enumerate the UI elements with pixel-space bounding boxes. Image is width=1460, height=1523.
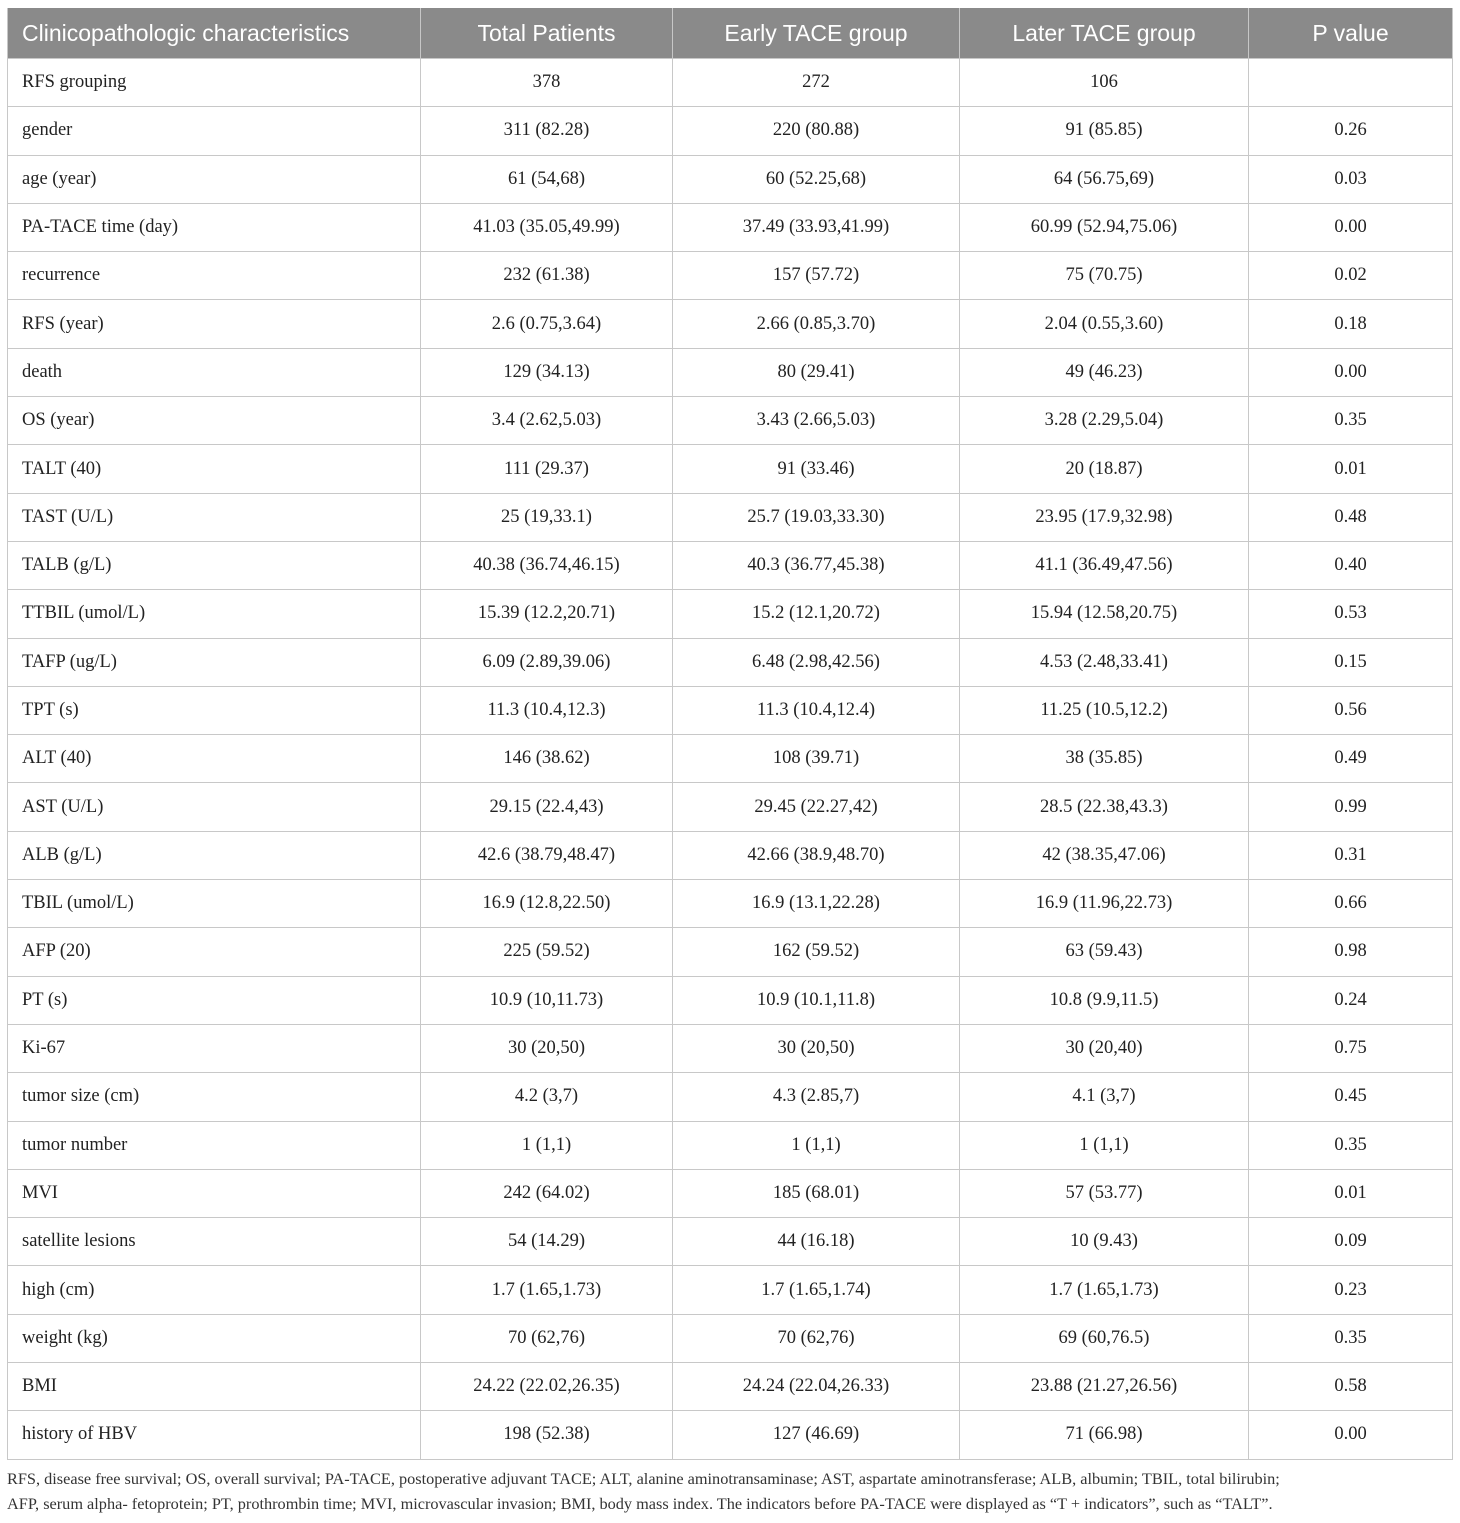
table-container (7, 8, 1452, 1460)
cell-total-patients: 3.4 (2.62,5.03) (421, 397, 673, 445)
table-row (8, 1024, 1453, 1072)
cell-later-tace: 41.1 (36.49,47.56) (960, 541, 1249, 589)
cell-early-tace: 80 (29.41) (673, 348, 960, 396)
cell-later-tace: 23.95 (17.9,32.98) (960, 493, 1249, 541)
cell-later-tace: 23.88 (21.27,26.56) (960, 1363, 1249, 1411)
cell-early-tace: 157 (57.72) (673, 252, 960, 300)
cell-characteristic: AST (U/L) (8, 783, 421, 831)
cell-total-patients: 16.9 (12.8,22.50) (421, 880, 673, 928)
cell-characteristic: PT (s) (8, 976, 421, 1024)
cell-characteristic: BMI (8, 1363, 421, 1411)
cell-p-value: 0.99 (1249, 783, 1453, 831)
cell-later-tace: 2.04 (0.55,3.60) (960, 300, 1249, 348)
table-row (8, 59, 1453, 107)
cell-p-value: 0.15 (1249, 638, 1453, 686)
cell-p-value: 0.00 (1249, 1411, 1453, 1459)
cell-characteristic: PA-TACE time (day) (8, 203, 421, 251)
cell-p-value: 0.35 (1249, 1121, 1453, 1169)
cell-characteristic: weight (kg) (8, 1314, 421, 1362)
cell-characteristic: tumor size (cm) (8, 1073, 421, 1121)
cell-characteristic: RFS (year) (8, 300, 421, 348)
cell-p-value: 0.75 (1249, 1024, 1453, 1072)
header-cell-early-tace: Early TACE group (673, 8, 960, 59)
cell-characteristic: tumor number (8, 1121, 421, 1169)
table-row (8, 397, 1453, 445)
cell-characteristic: history of HBV (8, 1411, 421, 1459)
cell-later-tace: 75 (70.75) (960, 252, 1249, 300)
table-row (8, 880, 1453, 928)
cell-later-tace: 1.7 (1.65,1.73) (960, 1266, 1249, 1314)
cell-total-patients: 24.22 (22.02,26.35) (421, 1363, 673, 1411)
table-row (8, 590, 1453, 638)
table-row (8, 348, 1453, 396)
cell-p-value: 0.26 (1249, 107, 1453, 155)
table-row (8, 1169, 1453, 1217)
cell-p-value: 0.18 (1249, 300, 1453, 348)
cell-characteristic: TTBIL (umol/L) (8, 590, 421, 638)
cell-later-tace: 106 (960, 59, 1249, 107)
cell-total-patients: 42.6 (38.79,48.47) (421, 831, 673, 879)
cell-characteristic: TALT (40) (8, 445, 421, 493)
cell-later-tace: 60.99 (52.94,75.06) (960, 203, 1249, 251)
cell-total-patients: 311 (82.28) (421, 107, 673, 155)
characteristics-table (7, 8, 1453, 1460)
cell-later-tace: 42 (38.35,47.06) (960, 831, 1249, 879)
cell-characteristic: TPT (s) (8, 686, 421, 734)
table-row (8, 1121, 1453, 1169)
cell-characteristic: MVI (8, 1169, 421, 1217)
cell-early-tace: 60 (52.25,68) (673, 155, 960, 203)
table-row (8, 493, 1453, 541)
cell-later-tace: 49 (46.23) (960, 348, 1249, 396)
table-row (8, 1266, 1453, 1314)
cell-total-patients: 129 (34.13) (421, 348, 673, 396)
cell-later-tace: 91 (85.85) (960, 107, 1249, 155)
cell-early-tace: 272 (673, 59, 960, 107)
cell-later-tace: 38 (35.85) (960, 735, 1249, 783)
cell-total-patients: 225 (59.52) (421, 928, 673, 976)
cell-early-tace: 162 (59.52) (673, 928, 960, 976)
table-body (8, 59, 1453, 1460)
cell-later-tace: 28.5 (22.38,43.3) (960, 783, 1249, 831)
cell-early-tace: 15.2 (12.1,20.72) (673, 590, 960, 638)
cell-characteristic: death (8, 348, 421, 396)
cell-later-tace: 11.25 (10.5,12.2) (960, 686, 1249, 734)
table-row (8, 735, 1453, 783)
table-row (8, 928, 1453, 976)
header-cell-later-tace: Later TACE group (960, 8, 1249, 59)
cell-total-patients: 40.38 (36.74,46.15) (421, 541, 673, 589)
cell-p-value: 0.48 (1249, 493, 1453, 541)
cell-total-patients: 242 (64.02) (421, 1169, 673, 1217)
cell-characteristic: RFS grouping (8, 59, 421, 107)
cell-later-tace: 63 (59.43) (960, 928, 1249, 976)
cell-early-tace: 2.66 (0.85,3.70) (673, 300, 960, 348)
cell-early-tace: 42.66 (38.9,48.70) (673, 831, 960, 879)
cell-later-tace: 69 (60,76.5) (960, 1314, 1249, 1362)
cell-total-patients: 10.9 (10,11.73) (421, 976, 673, 1024)
cell-p-value: 0.58 (1249, 1363, 1453, 1411)
cell-p-value: 0.23 (1249, 1266, 1453, 1314)
cell-later-tace: 16.9 (11.96,22.73) (960, 880, 1249, 928)
cell-p-value: 0.53 (1249, 590, 1453, 638)
cell-characteristic: gender (8, 107, 421, 155)
cell-later-tace: 10.8 (9.9,11.5) (960, 976, 1249, 1024)
cell-characteristic: ALT (40) (8, 735, 421, 783)
cell-total-patients: 54 (14.29) (421, 1218, 673, 1266)
cell-total-patients: 11.3 (10.4,12.3) (421, 686, 673, 734)
cell-p-value: 0.03 (1249, 155, 1453, 203)
cell-p-value: 0.49 (1249, 735, 1453, 783)
cell-total-patients: 1.7 (1.65,1.73) (421, 1266, 673, 1314)
cell-total-patients: 6.09 (2.89,39.06) (421, 638, 673, 686)
cell-total-patients: 61 (54,68) (421, 155, 673, 203)
cell-later-tace: 3.28 (2.29,5.04) (960, 397, 1249, 445)
cell-characteristic: TALB (g/L) (8, 541, 421, 589)
table-row (8, 831, 1453, 879)
table-row (8, 155, 1453, 203)
table-row (8, 1218, 1453, 1266)
cell-early-tace: 30 (20,50) (673, 1024, 960, 1072)
cell-total-patients: 1 (1,1) (421, 1121, 673, 1169)
cell-total-patients: 232 (61.38) (421, 252, 673, 300)
cell-characteristic: TAST (U/L) (8, 493, 421, 541)
cell-total-patients: 378 (421, 59, 673, 107)
cell-characteristic: TBIL (umol/L) (8, 880, 421, 928)
cell-early-tace: 70 (62,76) (673, 1314, 960, 1362)
cell-characteristic: high (cm) (8, 1266, 421, 1314)
cell-characteristic: Ki-67 (8, 1024, 421, 1072)
cell-p-value: 0.66 (1249, 880, 1453, 928)
cell-total-patients: 2.6 (0.75,3.64) (421, 300, 673, 348)
table-row (8, 107, 1453, 155)
cell-early-tace: 4.3 (2.85,7) (673, 1073, 960, 1121)
cell-p-value: 0.01 (1249, 445, 1453, 493)
cell-p-value: 0.24 (1249, 976, 1453, 1024)
cell-total-patients: 29.15 (22.4,43) (421, 783, 673, 831)
cell-total-patients: 41.03 (35.05,49.99) (421, 203, 673, 251)
cell-total-patients: 25 (19,33.1) (421, 493, 673, 541)
table-row (8, 686, 1453, 734)
cell-early-tace: 3.43 (2.66,5.03) (673, 397, 960, 445)
cell-p-value (1249, 59, 1453, 107)
header-cell-p-value: P value (1249, 8, 1453, 59)
table-row (8, 252, 1453, 300)
cell-early-tace: 24.24 (22.04,26.33) (673, 1363, 960, 1411)
cell-total-patients: 15.39 (12.2,20.71) (421, 590, 673, 638)
cell-p-value: 0.09 (1249, 1218, 1453, 1266)
cell-p-value: 0.00 (1249, 203, 1453, 251)
cell-total-patients: 70 (62,76) (421, 1314, 673, 1362)
table-row (8, 1314, 1453, 1362)
cell-early-tace: 127 (46.69) (673, 1411, 960, 1459)
cell-early-tace: 1.7 (1.65,1.74) (673, 1266, 960, 1314)
cell-early-tace: 220 (80.88) (673, 107, 960, 155)
cell-characteristic: recurrence (8, 252, 421, 300)
cell-later-tace: 15.94 (12.58,20.75) (960, 590, 1249, 638)
cell-total-patients: 111 (29.37) (421, 445, 673, 493)
cell-characteristic: age (year) (8, 155, 421, 203)
cell-p-value: 0.56 (1249, 686, 1453, 734)
cell-p-value: 0.01 (1249, 1169, 1453, 1217)
cell-later-tace: 64 (56.75,69) (960, 155, 1249, 203)
cell-later-tace: 1 (1,1) (960, 1121, 1249, 1169)
cell-total-patients: 4.2 (3,7) (421, 1073, 673, 1121)
cell-early-tace: 44 (16.18) (673, 1218, 960, 1266)
table-row (8, 445, 1453, 493)
cell-characteristic: AFP (20) (8, 928, 421, 976)
cell-characteristic: OS (year) (8, 397, 421, 445)
table-row (8, 203, 1453, 251)
cell-early-tace: 185 (68.01) (673, 1169, 960, 1217)
cell-total-patients: 198 (52.38) (421, 1411, 673, 1459)
table-row (8, 1363, 1453, 1411)
table-footnote: RFS, disease free survival; OS, overall survival; PA-TACE, postoperative adjuvant TACE; ALT, alanine aminotransaminase; AST, aspartate aminotransferase; ALB, albumin; TBIL, total bilirubin; AFP, serum alpha- fetoprotein; PT, prothrombin time; MVI, microvascular invasion; BMI, body mass index. The indicators before PA-TACE were displayed as “T + indicators”, such as “TALT”. (7, 1469, 1280, 1513)
cell-early-tace: 91 (33.46) (673, 445, 960, 493)
header-row (8, 8, 1453, 59)
cell-early-tace: 40.3 (36.77,45.38) (673, 541, 960, 589)
table-row (8, 976, 1453, 1024)
cell-p-value: 0.45 (1249, 1073, 1453, 1121)
cell-early-tace: 29.45 (22.27,42) (673, 783, 960, 831)
cell-early-tace: 25.7 (19.03,33.30) (673, 493, 960, 541)
cell-p-value: 0.02 (1249, 252, 1453, 300)
table-row (8, 300, 1453, 348)
cell-p-value: 0.00 (1249, 348, 1453, 396)
cell-p-value: 0.98 (1249, 928, 1453, 976)
table-row (8, 541, 1453, 589)
cell-characteristic: satellite lesions (8, 1218, 421, 1266)
cell-total-patients: 146 (38.62) (421, 735, 673, 783)
cell-later-tace: 10 (9.43) (960, 1218, 1249, 1266)
cell-total-patients: 30 (20,50) (421, 1024, 673, 1072)
cell-characteristic: ALB (g/L) (8, 831, 421, 879)
cell-later-tace: 30 (20,40) (960, 1024, 1249, 1072)
cell-characteristic: TAFP (ug/L) (8, 638, 421, 686)
cell-early-tace: 16.9 (13.1,22.28) (673, 880, 960, 928)
cell-p-value: 0.31 (1249, 831, 1453, 879)
cell-p-value: 0.40 (1249, 541, 1453, 589)
cell-later-tace: 4.53 (2.48,33.41) (960, 638, 1249, 686)
table-row (8, 638, 1453, 686)
cell-later-tace: 57 (53.77) (960, 1169, 1249, 1217)
cell-early-tace: 37.49 (33.93,41.99) (673, 203, 960, 251)
cell-early-tace: 1 (1,1) (673, 1121, 960, 1169)
table-row (8, 783, 1453, 831)
cell-later-tace: 20 (18.87) (960, 445, 1249, 493)
cell-early-tace: 6.48 (2.98,42.56) (673, 638, 960, 686)
header-cell-total-patients: Total Patients (421, 8, 673, 59)
cell-later-tace: 4.1 (3,7) (960, 1073, 1249, 1121)
cell-p-value: 0.35 (1249, 1314, 1453, 1362)
cell-early-tace: 11.3 (10.4,12.4) (673, 686, 960, 734)
cell-early-tace: 10.9 (10.1,11.8) (673, 976, 960, 1024)
cell-early-tace: 108 (39.71) (673, 735, 960, 783)
table-row (8, 1411, 1453, 1459)
header-cell-characteristics: Clinicopathologic characteristics (8, 8, 421, 59)
cell-p-value: 0.35 (1249, 397, 1453, 445)
table-row (8, 1073, 1453, 1121)
cell-later-tace: 71 (66.98) (960, 1411, 1249, 1459)
